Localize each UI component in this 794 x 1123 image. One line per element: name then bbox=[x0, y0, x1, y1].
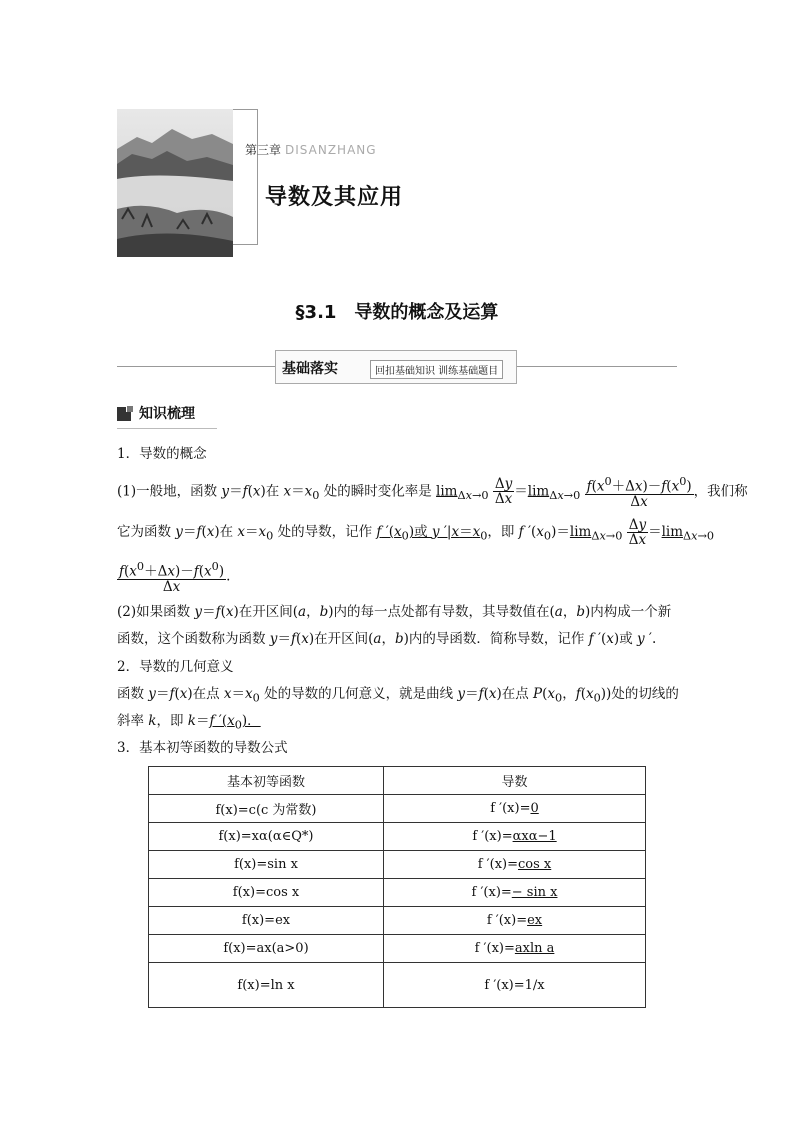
derivative-cell: f ′(x)=ex bbox=[384, 907, 646, 935]
derivative-formula-table bbox=[148, 766, 646, 1008]
heading-underline bbox=[117, 428, 217, 429]
chapter-cover-image bbox=[117, 109, 233, 257]
table-row bbox=[149, 935, 646, 963]
table-header-function: 基本初等函数 bbox=[149, 767, 384, 795]
banner-title: 基础落实 bbox=[282, 361, 338, 377]
function-cell: f(x)=sin x bbox=[149, 851, 384, 879]
chapter-number: 第三章 bbox=[245, 143, 282, 157]
derivative-answer: αxα−1 bbox=[512, 829, 557, 844]
item-3-heading: 3．基本初等函数的导数公式 bbox=[117, 740, 288, 756]
derivative-answer: 1/x bbox=[524, 977, 545, 993]
chapter-title: 导数及其应用 bbox=[265, 185, 404, 210]
paragraph-2-line-1: (2)如果函数 y＝f(x)在开区间(a，b)内的每一点处都有导数，其导数值在(a，b)内构成一个新 bbox=[117, 604, 672, 620]
paragraph-1-line-2: 它为函数 y＝f(x)在 $x=x_0$ 处的导数，记作 f $'(x_0)$或 y $'|x=x_0$，即 f $'(x_0)=\lim_{\Delta x\to 0}$ $\frac{\Delta y}{\Delta x}$ $=\lim_{\Delta x\to 0}$ bbox=[117, 517, 715, 548]
paragraph-3-line-2: 斜率 k，即 k＝f $'(x_0)$． bbox=[117, 713, 261, 732]
paragraph-1-line-3: $\frac{f(x^0+\Delta x)-f(x^0)}{\Delta x}$ . bbox=[119, 560, 231, 595]
table-row bbox=[149, 851, 646, 879]
derivative-answer: ex bbox=[527, 913, 543, 928]
table-row bbox=[149, 963, 646, 1008]
table-row bbox=[149, 879, 646, 907]
derivative-answer: axln a bbox=[514, 941, 555, 956]
function-cell: f(x)=ln x bbox=[149, 963, 384, 1008]
derivative-answer: − sin x bbox=[511, 885, 558, 900]
banner-subtitle: 回扣基础知识 训练基础题目 bbox=[370, 360, 503, 379]
item-1-heading: 1．导数的概念 bbox=[117, 446, 207, 462]
function-cell: f(x)=ex bbox=[149, 907, 384, 935]
paragraph-3-line-1: 函数 y＝f(x)在点 $x=x_0$ 处的导数的几何意义，就是曲线 y＝f(x)在点 $P(x_0$，$f(x_0)$)处的切线的 bbox=[117, 686, 679, 705]
chapter-label bbox=[245, 141, 377, 158]
function-cell: f(x)=ax(a>0) bbox=[149, 935, 384, 963]
table-header-derivative: 导数 bbox=[384, 767, 646, 795]
derivative-cell: f ′(x)=− sin x bbox=[384, 879, 646, 907]
chapter-pinyin: DISANZHANG bbox=[285, 143, 377, 157]
derivative-cell: f ′(x)=1/x bbox=[384, 963, 646, 1008]
section-title: §3.1 导数的概念及运算 bbox=[295, 302, 499, 323]
banner-rule-left bbox=[117, 366, 275, 367]
derivative-answer: 0 bbox=[530, 801, 539, 816]
function-cell: f(x)=cos x bbox=[149, 879, 384, 907]
table-row bbox=[149, 907, 646, 935]
item-2-heading: 2．导数的几何意义 bbox=[117, 659, 234, 675]
derivative-cell: f ′(x)=0 bbox=[384, 795, 646, 823]
derivative-cell: f ′(x)=αxα−1 bbox=[384, 823, 646, 851]
derivative-answer: cos x bbox=[518, 857, 552, 872]
table-row bbox=[149, 795, 646, 823]
table-row bbox=[149, 823, 646, 851]
table-header-row bbox=[149, 767, 646, 795]
knowledge-heading: 知识梳理 bbox=[139, 406, 195, 422]
banner-rule-right bbox=[515, 366, 677, 367]
derivative-cell: f ′(x)=cos x bbox=[384, 851, 646, 879]
chapter-frame bbox=[233, 109, 258, 245]
section-square-icon bbox=[117, 405, 133, 421]
function-cell: f(x)=c(c 为常数) bbox=[149, 795, 384, 823]
derivative-cell: f ′(x)=axln a bbox=[384, 935, 646, 963]
paragraph-2-line-2: 函数，这个函数称为函数 y＝f(x)在开区间(a，b)内的导函数．简称导数，记作 f ′(x)或 y ′. bbox=[117, 631, 657, 647]
paragraph-1-line-1: (1)一般地，函数 y＝f(x)在 $x=x_0$ 处的瞬时变化率是 $\lim_{\Delta x\to 0}$ $\frac{\Delta y}{\Delta x}$ $=\lim_{\Delta x\to 0}$ $\frac{f(x^0+\Delta x)-f(x^0)}{\Delta x}$ ，我们称 bbox=[117, 475, 748, 510]
function-cell: f(x)=xα(α∈Q*) bbox=[149, 823, 384, 851]
